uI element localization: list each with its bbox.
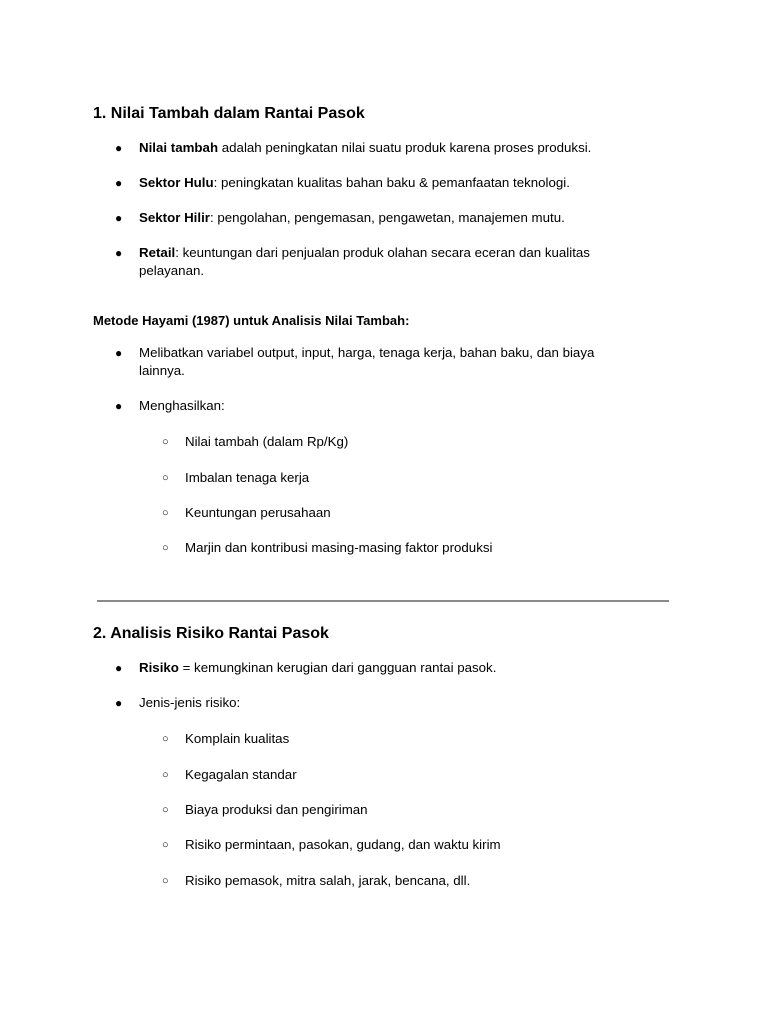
item-text: Keuntungan perusahaan [185,505,331,520]
item-text: Risiko permintaan, pasokan, gudang, dan waktu kirim [185,837,501,852]
item-text: = kemungkinan kerugian dari gangguan rantai pasok. [178,660,497,675]
item-text: : peningkatan kualitas bahan baku & pemanfaatan teknologi. [213,175,570,190]
bullet-icon: ● [115,141,123,155]
bullet-icon: ● [115,696,123,710]
sub-list-item [162,836,645,854]
item-text: : keuntungan dari penjualan produk olahan secara eceran dan kualitas pelayanan. [139,245,590,278]
sub-list-item [162,766,645,784]
sub-list-item [162,539,645,557]
item-term: Sektor Hilir [139,210,210,225]
bullet-icon: ● [115,246,123,260]
section2-heading: 2. Analisis Risiko Rantai Pasok [93,625,329,642]
circle-bullet-icon: ○ [162,472,169,484]
bullet-icon: ● [115,176,123,190]
sub-list-item [162,469,645,487]
item-term: Sektor Hulu [139,175,214,190]
item-term: Risiko [139,660,179,675]
bullet-icon: ● [115,661,123,675]
circle-bullet-icon: ○ [162,542,169,554]
sub-list-item [162,433,645,451]
item-text: Biaya produksi dan pengiriman [185,802,368,817]
list-item [115,244,629,280]
circle-bullet-icon: ○ [162,804,169,816]
item-term: Nilai tambah [139,140,219,155]
bullet-icon: ● [115,211,123,225]
sub-list-item [162,730,645,748]
horizontal-divider [97,600,669,602]
item-text: Menghasilkan: [139,398,225,413]
circle-bullet-icon: ○ [162,507,169,519]
list-item [115,344,634,380]
method-heading: Metode Hayami (1987) untuk Analisis Nilai Tambah: [93,313,410,328]
bullet-icon: ● [115,399,123,413]
item-text: Imbalan tenaga kerja [185,470,310,485]
item-text: : pengolahan, pengemasan, pengawetan, manajemen mutu. [209,210,565,225]
item-text: adalah peningkatan nilai suatu produk karena proses produksi. [218,140,592,155]
sub-list-item [162,801,645,819]
circle-bullet-icon: ○ [162,769,169,781]
list-item [115,139,639,157]
item-term: Retail [139,245,176,260]
circle-bullet-icon: ○ [162,875,169,887]
circle-bullet-icon: ○ [162,436,169,448]
sub-list-item [162,872,645,890]
list-item [115,174,639,192]
item-text: Jenis-jenis risiko: [139,695,241,710]
circle-bullet-icon: ○ [162,733,169,745]
list-item [115,659,639,677]
circle-bullet-icon: ○ [162,839,169,851]
item-text: Melibatkan variabel output, input, harga, tenaga kerja, bahan baku, dan biaya lainnya. [139,345,595,378]
list-item [115,397,639,415]
item-text: Nilai tambah (dalam Rp/Kg) [185,434,349,449]
list-item [115,209,639,227]
item-text: Kegagalan standar [185,767,297,782]
sub-list-item [162,504,645,522]
item-text: Komplain kualitas [185,731,290,746]
section1-heading: 1. Nilai Tambah dalam Rantai Pasok [93,105,365,122]
bullet-icon: ● [115,346,123,360]
item-text: Risiko pemasok, mitra salah, jarak, bencana, dll. [185,873,471,888]
list-item [115,694,639,712]
item-text: Marjin dan kontribusi masing-masing faktor produksi [185,540,493,555]
